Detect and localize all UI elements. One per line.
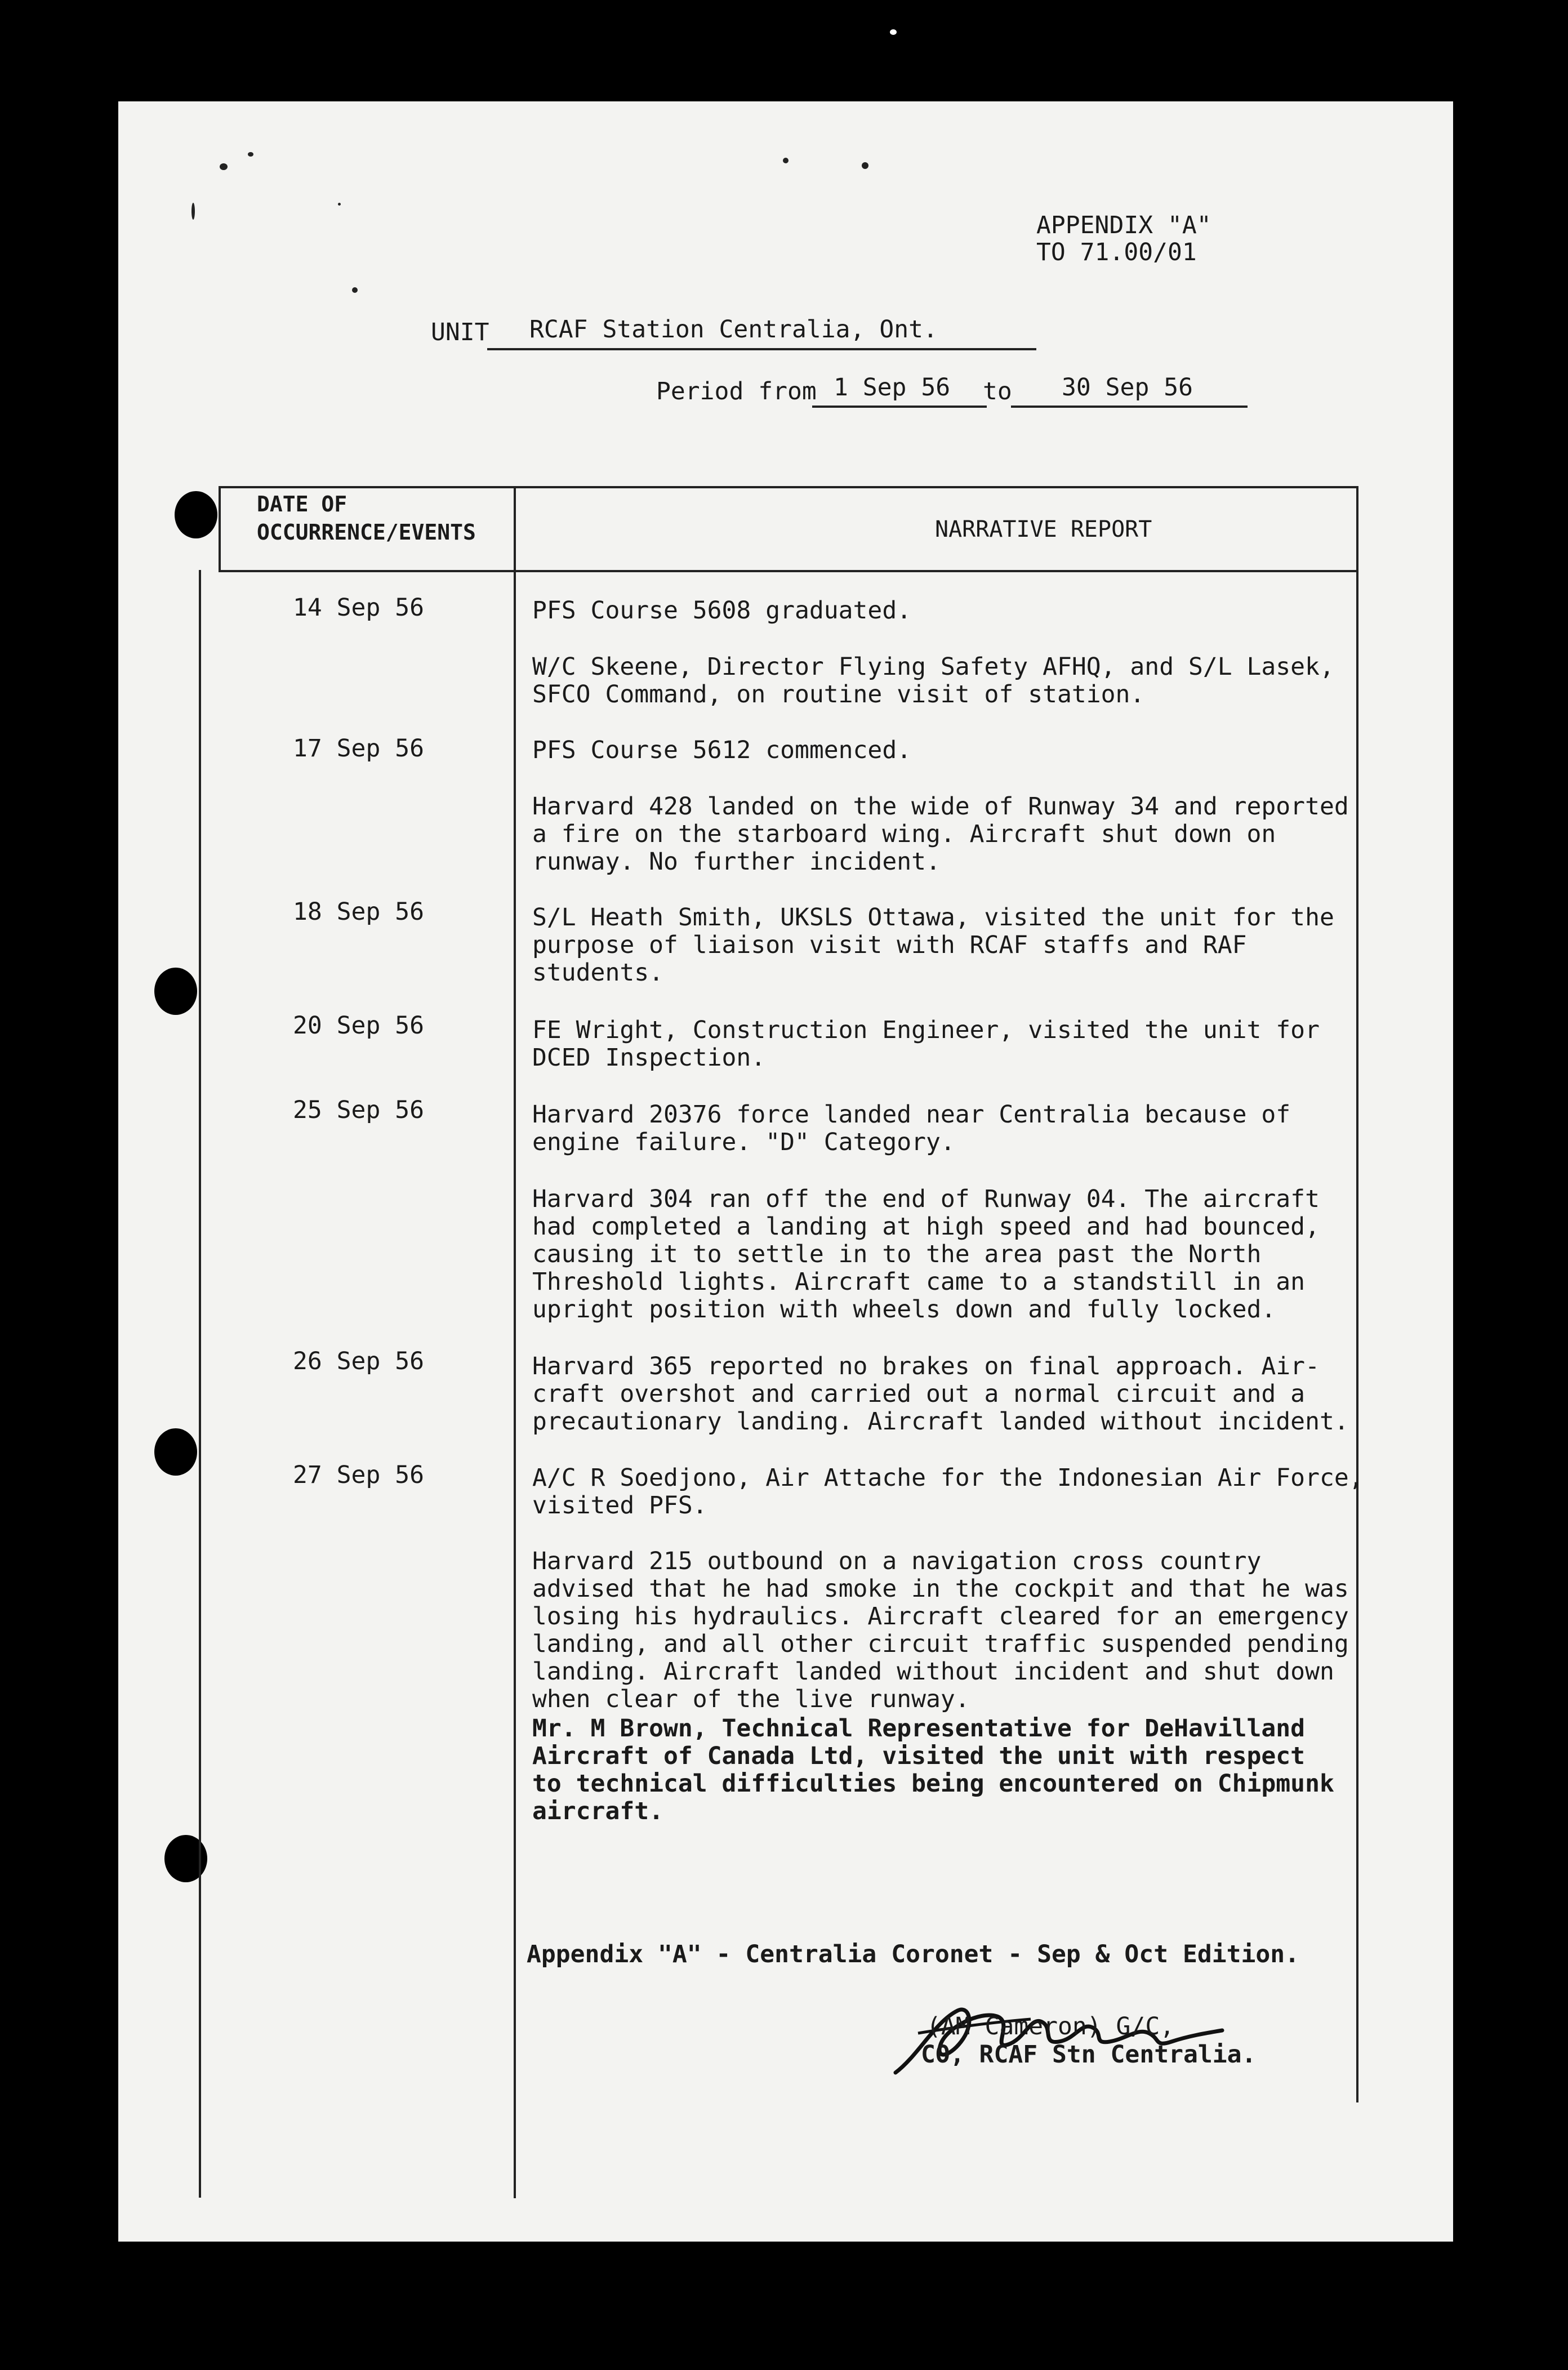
appendix-label: APPENDIX "A" — [1036, 211, 1211, 239]
scan-speck — [862, 162, 868, 169]
narrative-entry: S/L Heath Smith, UKSLS Ottawa, visited the unit for the purpose of liaison visit with RCAF staffs and RAF students. — [532, 903, 1334, 987]
period-to-value: 30 Sep 56 — [1062, 373, 1193, 402]
narrative-entry: A/C R Soedjono, Air Attache for the Indonesian Air Force, visited PFS. — [532, 1464, 1364, 1520]
event-date: 14 Sep 56 — [293, 594, 424, 622]
unit-value: RCAF Station Centralia, Ont. — [529, 315, 938, 344]
narrative-entry: FE Wright, Construction Engineer, visited the unit for DCED Inspection. — [532, 1016, 1320, 1072]
scan-speck — [783, 158, 789, 163]
event-date: 18 Sep 56 — [293, 898, 424, 926]
narrative-entry: Harvard 304 ran off the end of Runway 04. The aircraft had completed a landing at high speed and had bounced, causing it to settle in to the area past the North Threshold lights. Aircraft came to a standstill in an upright position with wheels down and fully locked. — [532, 1185, 1320, 1324]
narrative-entry: PFS Course 5612 commenced. — [532, 736, 912, 764]
event-date: 20 Sep 56 — [293, 1012, 424, 1040]
scan-speck — [338, 203, 341, 206]
narrative-entry: Harvard 20376 force landed near Centralia because of engine failure. "D" Category. — [532, 1101, 1291, 1156]
narrative-entry: PFS Course 5608 graduated. — [532, 596, 912, 625]
table-header-rule — [219, 570, 1358, 572]
scan-speck — [191, 203, 195, 220]
reference-number: TO 71.00/01 — [1036, 238, 1197, 266]
scan-speck — [890, 29, 897, 35]
narrative-column-header: NARRATIVE REPORT — [935, 516, 1152, 542]
narrative-entry: Mr. M Brown, Technical Representative for DeHavilland Aircraft of Canada Ltd, visited the unit with respect to technical difficulties being encountered on Chipmunk aircraft. — [532, 1714, 1334, 1825]
event-date: 25 Sep 56 — [293, 1096, 424, 1124]
unit-underline — [487, 348, 1036, 350]
event-date: 17 Sep 56 — [293, 734, 424, 763]
narrative-entry: Harvard 428 landed on the wide of Runway 34 and reported a fire on the starboard wing. Aircraft shut down on runway. No further incident. — [532, 792, 1349, 876]
punch-hole — [175, 491, 217, 538]
table-left-rule — [219, 486, 221, 571]
scan-speck — [352, 287, 358, 293]
scan-speck — [248, 152, 253, 157]
document-page — [118, 101, 1453, 2242]
period-label: Period from — [656, 377, 817, 406]
period-from-underline — [812, 406, 987, 408]
signatory-name: (AM Cameron) G/C, — [926, 2012, 1175, 2041]
punch-hole — [154, 1428, 197, 1476]
punch-hole — [154, 968, 197, 1015]
event-date: 27 Sep 56 — [293, 1461, 424, 1489]
signatory-title: CO, RCAF Stn Centralia. — [921, 2041, 1257, 2069]
date-column-header-line2: OCCURRENCE/EVENTS — [257, 520, 476, 545]
period-to-label: to — [983, 377, 1012, 406]
narrative-entry: Harvard 215 outbound on a navigation cross country advised that he had smoke in the cockpit and that he was losing his hydraulics. Aircraft cleared for an emergency landing, and all other circuit traffic suspended pending landing. Aircraft landed without incident and shut down when clear of the live runway. — [532, 1547, 1349, 1713]
period-to-underline — [1011, 406, 1248, 408]
narrative-entry: Harvard 365 reported no brakes on final approach. Air- craft overshot and carried out a normal circuit and a precautionary landing. Aircraft landed without incident. — [532, 1352, 1349, 1436]
date-column-header-line1: DATE OF — [257, 492, 348, 516]
appendix-footer-note: Appendix "A" - Centralia Coronet - Sep & Oct Edition. — [527, 1940, 1300, 1968]
table-divider-rule — [514, 486, 516, 2198]
unit-label: UNIT — [431, 318, 489, 346]
period-from-value: 1 Sep 56 — [834, 373, 951, 402]
narrative-entry: W/C Skeene, Director Flying Safety AFHQ, and S/L Lasek, SFCO Command, on routine visit of station. — [532, 653, 1334, 709]
table-top-rule — [219, 486, 1358, 488]
event-date: 26 Sep 56 — [293, 1347, 424, 1375]
table-left-rule-lower — [199, 570, 201, 2198]
scan-speck — [220, 163, 228, 170]
